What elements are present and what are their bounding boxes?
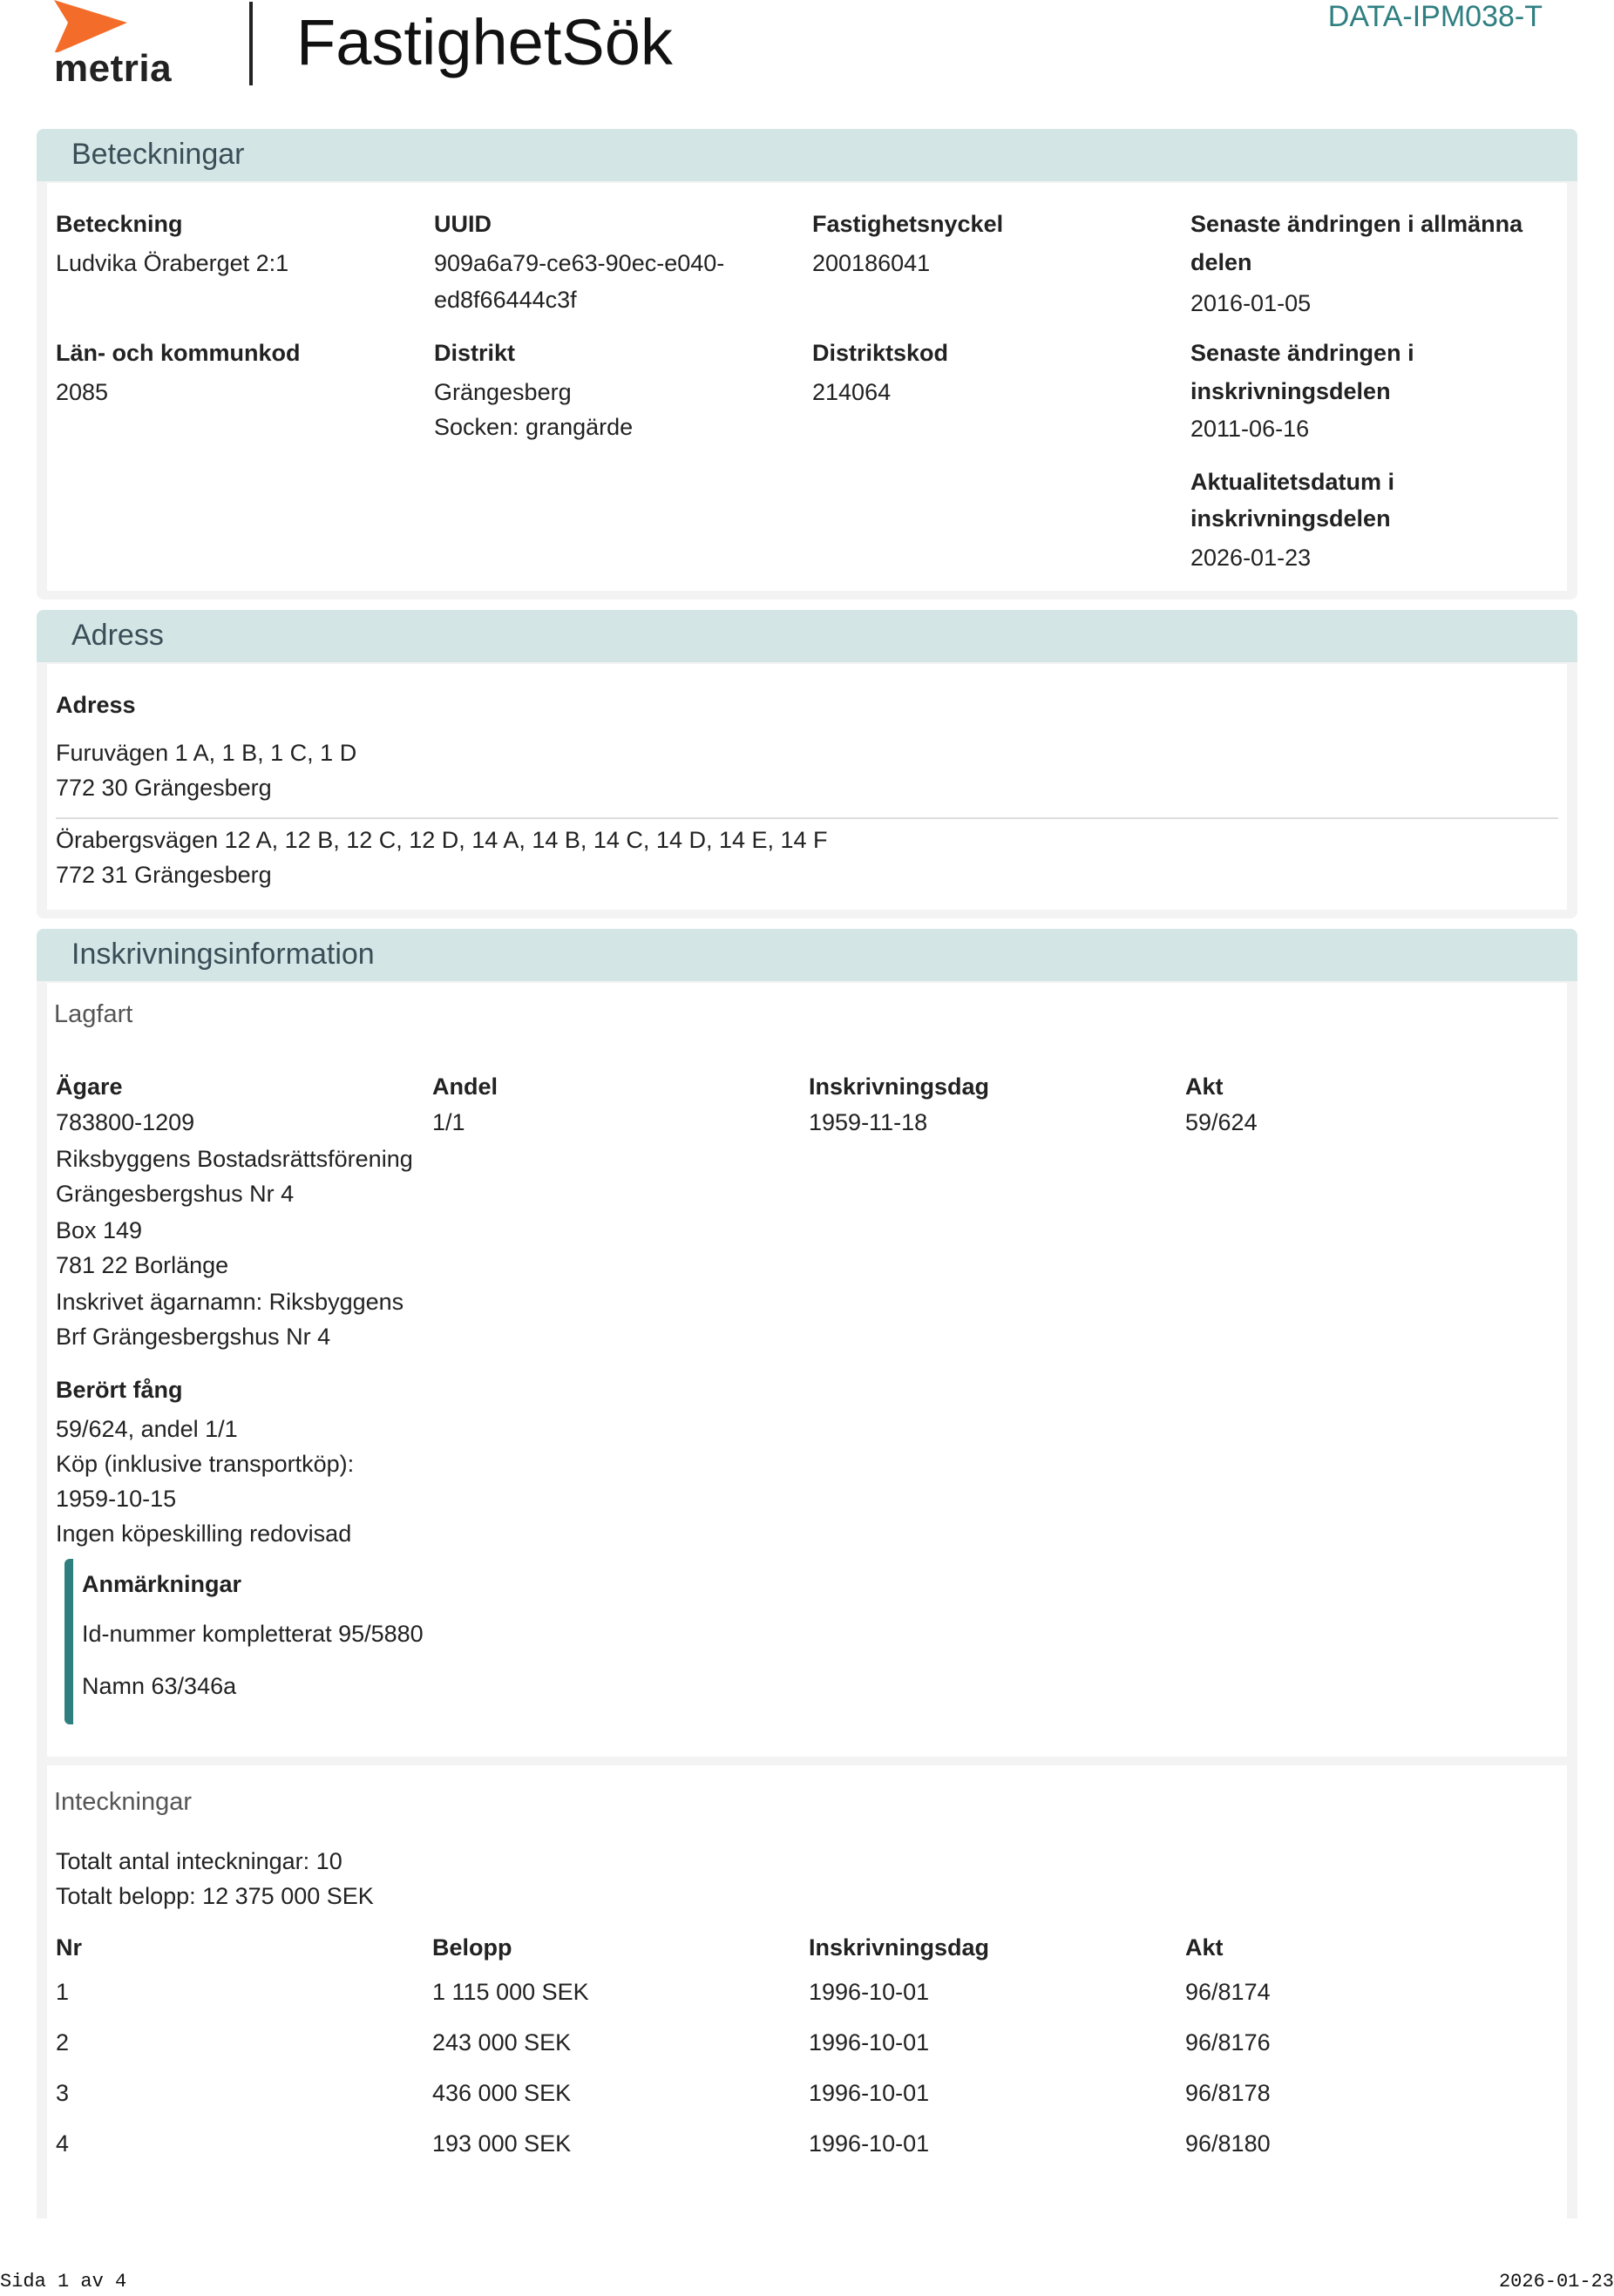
- label-aktualitetsdatum-line1: Aktualitetsdatum i: [1190, 469, 1395, 495]
- label-uuid: UUID: [434, 211, 492, 237]
- header-akt: Akt: [1185, 1934, 1224, 1961]
- row-belopp: 243 000 SEK: [432, 2029, 572, 2056]
- value-distrikt: Grängesberg: [434, 379, 572, 405]
- section-body: [47, 664, 1567, 910]
- value-senaste-andring-allmanna: 2016-01-05: [1190, 290, 1312, 316]
- row-inskrivningsdag: 1996-10-01: [809, 2080, 930, 2106]
- owner-name-line1: Riksbyggens Bostadsrättsförening: [56, 1146, 413, 1172]
- header-andel: Andel: [432, 1073, 498, 1100]
- address-city: 772 30 Grängesberg: [56, 775, 272, 801]
- anmarkningar-box: [64, 1559, 448, 1724]
- page-number: Sida 1 av 4: [0, 2271, 127, 2293]
- section-inskrivningsinformation: [37, 929, 1577, 2218]
- row-inskrivningsdag: 1996-10-01: [809, 1979, 930, 2005]
- label-anmarkningar: Anmärkningar: [82, 1571, 242, 1597]
- row-inskrivningsdag: 1996-10-01: [809, 2029, 930, 2056]
- lagfart-panel: [47, 983, 1567, 1757]
- header-nr: Nr: [56, 1934, 83, 1961]
- value-inskrivningsdag: 1959-11-18: [809, 1109, 928, 1135]
- header-inskrivningsdag: Inskrivningsdag: [809, 1934, 990, 1961]
- address-divider: [56, 817, 1558, 819]
- value-senaste-andring-inskrivning: 2011-06-16: [1190, 416, 1310, 442]
- section-header: [37, 929, 1577, 981]
- value-uuid-line2: ed8f66444c3f: [434, 287, 577, 313]
- value-distriktskod: 214064: [812, 379, 892, 405]
- header-divider: [249, 2, 253, 85]
- label-senaste-andring-inskrivning-line1: Senaste ändringen i: [1190, 340, 1414, 366]
- section-adress: [37, 610, 1577, 918]
- page-header: [0, 0, 1614, 122]
- section-title: Inskrivningsinformation: [71, 938, 375, 971]
- row-nr: 3: [56, 2080, 70, 2106]
- total-amount: Totalt belopp: 12 375 000 SEK: [56, 1883, 374, 1909]
- anmarkning-item: Id-nummer kompletterat 95/5880: [82, 1621, 424, 1647]
- value-uuid-line1: 909a6a79-ce63-90ec-e040-: [434, 250, 725, 276]
- section-beteckningar: [37, 129, 1577, 599]
- owner-postal: 781 22 Borlänge: [56, 1252, 229, 1278]
- header-inskrivningsdag: Inskrivningsdag: [809, 1073, 990, 1100]
- label-aktualitetsdatum-line2: inskrivningsdelen: [1190, 505, 1391, 532]
- header-belopp: Belopp: [432, 1934, 512, 1961]
- row-belopp: 1 115 000 SEK: [432, 1979, 589, 2005]
- value-akt: 59/624: [1185, 1109, 1258, 1135]
- print-date: 2026-01-23: [1498, 2271, 1614, 2293]
- label-beteckning: Beteckning: [56, 211, 183, 237]
- label-distrikt: Distrikt: [434, 340, 516, 366]
- anmarkning-item: Namn 63/346a: [82, 1673, 237, 1699]
- section-title: Beteckningar: [71, 138, 245, 171]
- row-akt: 96/8178: [1185, 2080, 1271, 2106]
- row-belopp: 193 000 SEK: [432, 2130, 572, 2157]
- owner-box: Box 149: [56, 1217, 143, 1243]
- logo-wordmark: metria: [54, 47, 173, 90]
- inteckningar-panel: [47, 1765, 1567, 2218]
- label-berort-fang: Berört fång: [56, 1377, 183, 1403]
- berort-fang-line: 59/624, andel 1/1: [56, 1416, 238, 1442]
- label-senaste-andring-allmanna-line1: Senaste ändringen i allmänna: [1190, 211, 1523, 237]
- label-distriktskod: Distriktskod: [812, 340, 949, 366]
- row-nr: 4: [56, 2130, 70, 2157]
- owner-orgnr: 783800-1209: [56, 1109, 195, 1135]
- header-agare: Ägare: [56, 1073, 123, 1100]
- section-header: [37, 610, 1577, 662]
- document-code: DATA-IPM038-T: [1327, 0, 1543, 33]
- app-title: FastighetSök: [296, 6, 673, 78]
- total-count: Totalt antal inteckningar: 10: [56, 1848, 342, 1874]
- berort-fang-line: 1959-10-15: [56, 1486, 177, 1512]
- value-socken: Socken: grangärde: [434, 414, 634, 440]
- owner-name-line2: Grängesbergshus Nr 4: [56, 1181, 295, 1207]
- row-inskrivningsdag: 1996-10-01: [809, 2130, 930, 2157]
- row-akt: 96/8174: [1185, 1979, 1271, 2005]
- row-akt: 96/8180: [1185, 2130, 1271, 2157]
- value-lan-kommunkod: 2085: [56, 379, 109, 405]
- address-street: Örabergsvägen 12 A, 12 B, 12 C, 12 D, 14 A, 14 B, 14 C, 14 D, 14 E, 14 F: [56, 827, 828, 853]
- value-fastighetsnyckel: 200186041: [812, 250, 931, 276]
- berort-fang-line: Ingen köpeskilling redovisad: [56, 1521, 352, 1547]
- label-senaste-andring-allmanna-line2: delen: [1190, 249, 1252, 275]
- label-fastighetsnyckel: Fastighetsnyckel: [812, 211, 1004, 237]
- label-lan-kommunkod: Län- och kommunkod: [56, 340, 301, 366]
- metria-arrow-icon: [52, 0, 183, 52]
- section-body: [47, 183, 1567, 591]
- metria-logo: [52, 0, 183, 91]
- row-belopp: 436 000 SEK: [432, 2080, 572, 2106]
- inteckningar-subtitle: Inteckningar: [54, 1788, 192, 1816]
- header-akt: Akt: [1185, 1073, 1224, 1100]
- section-title: Adress: [71, 619, 164, 652]
- value-beteckning: Ludvika Öraberget 2:1: [56, 250, 289, 276]
- row-nr: 2: [56, 2029, 70, 2056]
- berort-fang-line: Köp (inklusive transportköp):: [56, 1451, 355, 1477]
- value-andel: 1/1: [432, 1109, 465, 1135]
- address-street: Furuvägen 1 A, 1 B, 1 C, 1 D: [56, 740, 357, 766]
- row-akt: 96/8176: [1185, 2029, 1271, 2056]
- owner-registered-name-line1: Inskrivet ägarnamn: Riksbyggens: [56, 1289, 404, 1315]
- section-header: [37, 129, 1577, 181]
- row-nr: 1: [56, 1979, 70, 2005]
- label-adress: Adress: [56, 692, 136, 718]
- label-senaste-andring-inskrivning-line2: inskrivningsdelen: [1190, 378, 1391, 404]
- address-city: 772 31 Grängesberg: [56, 862, 272, 888]
- owner-registered-name-line2: Brf Grängesbergshus Nr 4: [56, 1324, 331, 1350]
- value-aktualitetsdatum: 2026-01-23: [1190, 545, 1312, 571]
- lagfart-subtitle: Lagfart: [54, 1000, 133, 1028]
